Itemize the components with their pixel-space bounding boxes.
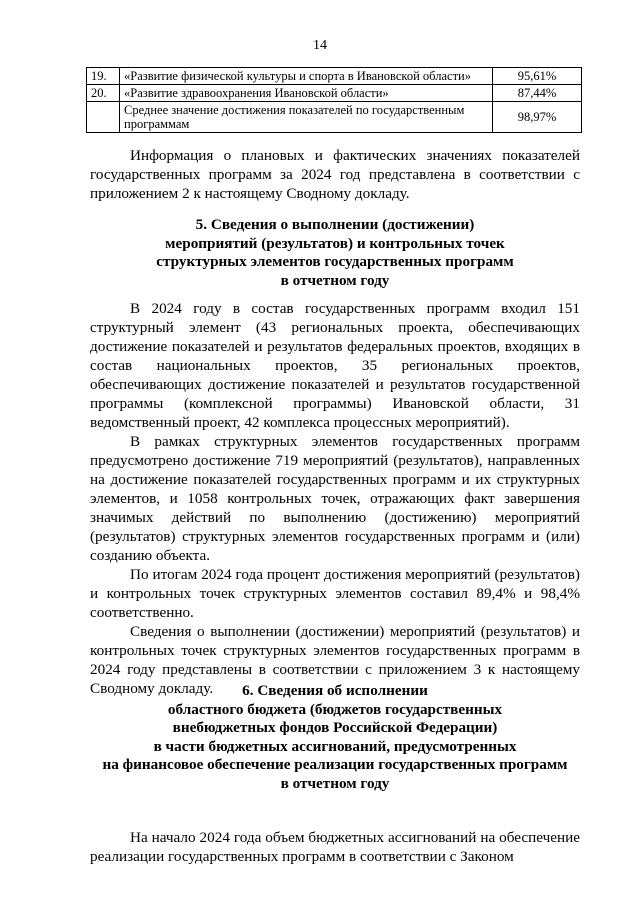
table-row [87,85,582,102]
section5-paragraph: В рамках структурных элементов государственных программ предусмотрено достижение 719 мероприятий (результатов), направленных на достижение показателей государственных программ и их структурных элементов, и 1058 контрольных точек, отражающих факт завершения значимых действий по выполнению (достижению) мероприятий (результатов) структурных элементов государственных программ и (или) созданию объекта. [90,433,580,564]
average-label: Среднее значение достижения показателей по государственным программам [120,102,493,133]
section6-heading [90,682,580,794]
section5-paragraph: По итогам 2024 года процент достижения мероприятий (результатов) и контрольных точек структурных элементов составил 89,4% и 98,4% соответственно. [90,566,580,621]
section6-heading-line: 6. Сведения об исполнении [242,682,428,699]
section6-heading-line: областного бюджета (бюджетов государственных [167,700,503,718]
indicators-table [86,67,582,133]
section6-paragraph: На начало 2024 года объем бюджетных ассигнований на обеспечение реализации государственных программ в соответствии с Законом [90,829,580,865]
table-row-average [87,102,582,133]
section5-paragraph: Сведения о выполнении (достижении) мероприятий (результатов) и контрольных точек структурных элементов государственных программ в 2024 году представлены в соответствии с приложением 3 к настоящему Сводному докладу. [90,623,580,697]
row-number: 19. [87,68,120,85]
section6-heading-line: внебюджетных фондов Российской Федерации) [172,719,498,737]
intro-paragraph: Информация о плановых и фактических значениях показателей государственных программ за 2024 год представлена в соответствии с приложением 2 к настоящему Сводному докладу. [90,147,580,202]
average-value: 98,97% [493,102,582,133]
section5-heading-line: в отчетном году [280,271,390,289]
section6-body [90,828,580,866]
program-name: «Развитие здравоохранения Ивановской области» [120,85,493,102]
section5-body [90,299,580,698]
section6-heading-line: на финансовое обеспечение реализации государственных программ [102,756,568,774]
section5-heading-line: мероприятий (результатов) и контрольных точек [165,234,505,252]
row-number: 20. [87,85,120,102]
achievement-value: 95,61% [493,68,582,85]
achievement-value: 87,44% [493,85,582,102]
intro-block [90,146,580,203]
section6-heading-line: в отчетном году [280,774,390,792]
section5-paragraph: В 2024 году в состав государственных программ входил 151 структурный элемент (43 региональных проекта, обеспечивающих достижение показателей и результатов федеральных проектов, входящих в состав национальных проектов, 35 региональных проектов, обеспечивающих достижение показателей и результатов государственной программы (комплексной программы) Ивановской области, 31 ведомственный проект, 42 комплекса процессных мероприятий). [90,300,580,431]
row-number [87,102,120,133]
section5-heading-line: структурных элементов государственных программ [156,253,514,271]
section6-heading-line: в части бюджетных ассигнований, предусмотренных [153,737,517,755]
program-name: «Развитие физической культуры и спорта в Ивановской области» [120,68,493,85]
section5-heading [90,216,580,290]
page-number: 14 [313,38,327,53]
section5-heading-line: 5. Сведения о выполнении (достижении) [195,216,475,233]
table-row [87,68,582,85]
